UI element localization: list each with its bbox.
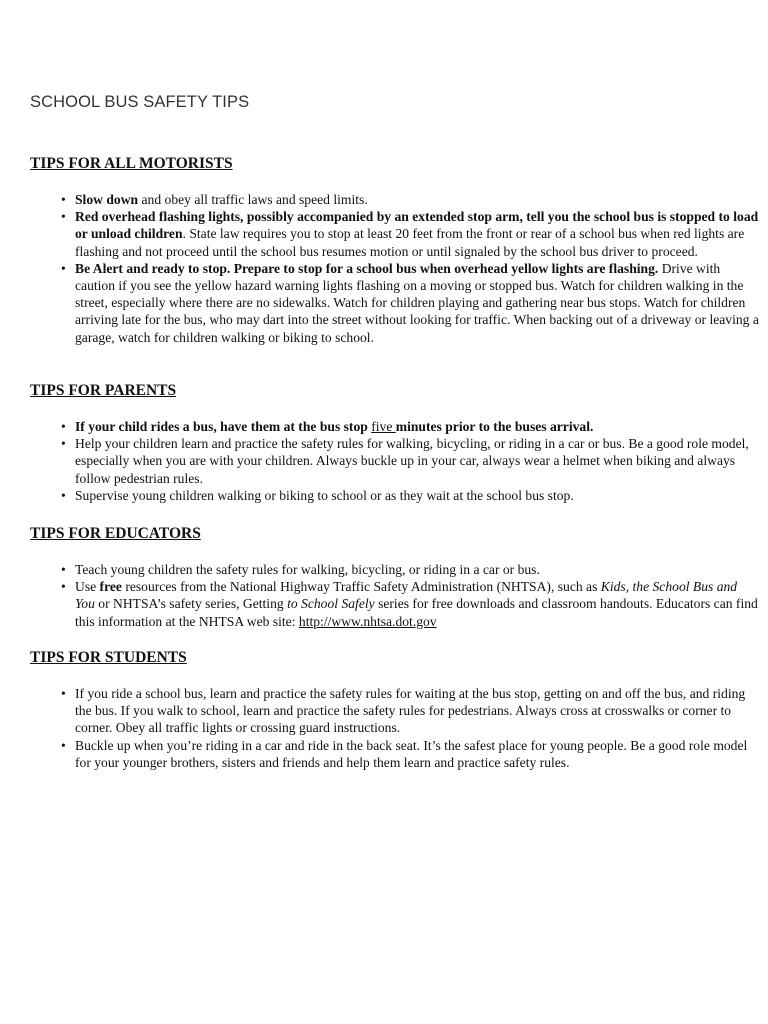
- item-text: Help your children learn and practice the safety rules for walking, bicycling, or riding in a car or bus. Be a good role model, especially when you are with your children. Always buckle up in your car, always wear a helmet when biking and always follow pedestrian rules.: [75, 436, 749, 486]
- item-bold-text: Red overhead flashing lights, possibly accompanied by an extended stop arm, tell you the school bus is stopped to load or unload children: [75, 209, 759, 242]
- list-item: [48, 487, 760, 504]
- item-text: Buckle up when you’re riding in a car and ride in the back seat. It’s the safest place for young people. Be a good role model for your younger brothers, sisters and friends and help them learn and practice safety rules.: [75, 737, 748, 770]
- list-educators: [48, 561, 760, 630]
- item-text: Use: [75, 579, 100, 595]
- list-item: [48, 191, 760, 208]
- item-text: or NHTSA’s safety series, Getting: [94, 596, 288, 612]
- item-italic-text: Kids, the School Bus and You: [75, 579, 738, 612]
- list-item: [48, 578, 760, 630]
- item-text: Supervise young children walking or biking to school or as they wait at the school bus stop.: [75, 487, 574, 503]
- item-bold-text: Be Alert and ready to stop. Prepare to stop for a school bus when overhead yellow lights are flashing.: [75, 260, 659, 276]
- list-students: [48, 685, 760, 771]
- heading-parents: TIPS FOR PARENTS: [30, 382, 177, 399]
- list-item: [48, 561, 760, 578]
- list-item: [48, 260, 760, 346]
- item-bold-text: minutes prior to the buses arrival.: [395, 419, 594, 434]
- list-item: [48, 737, 760, 771]
- item-text: Teach young children the safety rules for walking, bicycling, or riding in a car or bus.: [75, 562, 540, 577]
- item-bold-text: Slow down: [75, 192, 139, 207]
- item-text: . State law requires you to stop at least 20 feet from the front or rear of a school bus when red lights are flashing and not proceed until the school bus resumes motion or until signaled by the school bus driver to proceed.: [75, 226, 745, 259]
- list-item: [48, 418, 760, 435]
- item-italic-text: to School Safely: [287, 596, 375, 612]
- document-title: SCHOOL BUS SAFETY TIPS: [30, 93, 250, 111]
- item-text: Drive with caution if you see the yellow hazard warning lights flashing on a moving or stopped bus. Watch for children walking in the street, especially where there are no sidewalks. Watch for children playing and gathering near bus stops. Watch for children arriving late for the bus, who may dart into the street without looking for traffic. When backing out of a driveway or leaving a garage, watch for children walking or biking to school.: [75, 260, 759, 345]
- item-text: resources from the National Highway Traffic Safety Administration (NHTSA), such as: [121, 579, 601, 595]
- item-bold-text: free: [99, 579, 122, 595]
- nhtsa-website-link[interactable]: http://www.nhtsa.dot.gov: [298, 613, 437, 629]
- item-underlined-text: five: [371, 419, 396, 434]
- item-text: and obey all traffic laws and speed limits.: [138, 192, 368, 207]
- heading-motorists: TIPS FOR ALL MOTORISTS: [30, 155, 233, 172]
- heading-educators: TIPS FOR EDUCATORS: [30, 525, 201, 542]
- list-motorists: [48, 191, 760, 346]
- list-item: [48, 208, 760, 260]
- item-text: series for free downloads and classroom handouts. Educators can find this information at the NHTSA web site:: [75, 596, 758, 629]
- list-parents: [48, 418, 760, 504]
- item-bold-text: If your child rides a bus, have them at the bus stop: [75, 419, 372, 434]
- list-item: [48, 435, 760, 487]
- heading-students: TIPS FOR STUDENTS: [30, 649, 187, 666]
- item-text: If you ride a school bus, learn and practice the safety rules for waiting at the bus stop, getting on and off the bus, and riding the bus. If you walk to school, learn and practice the safety rules for pedestrians. Always cross at crosswalks or corner to corner. Obey all traffic lights or crossing guard instructions.: [75, 686, 746, 736]
- list-item: [48, 685, 760, 737]
